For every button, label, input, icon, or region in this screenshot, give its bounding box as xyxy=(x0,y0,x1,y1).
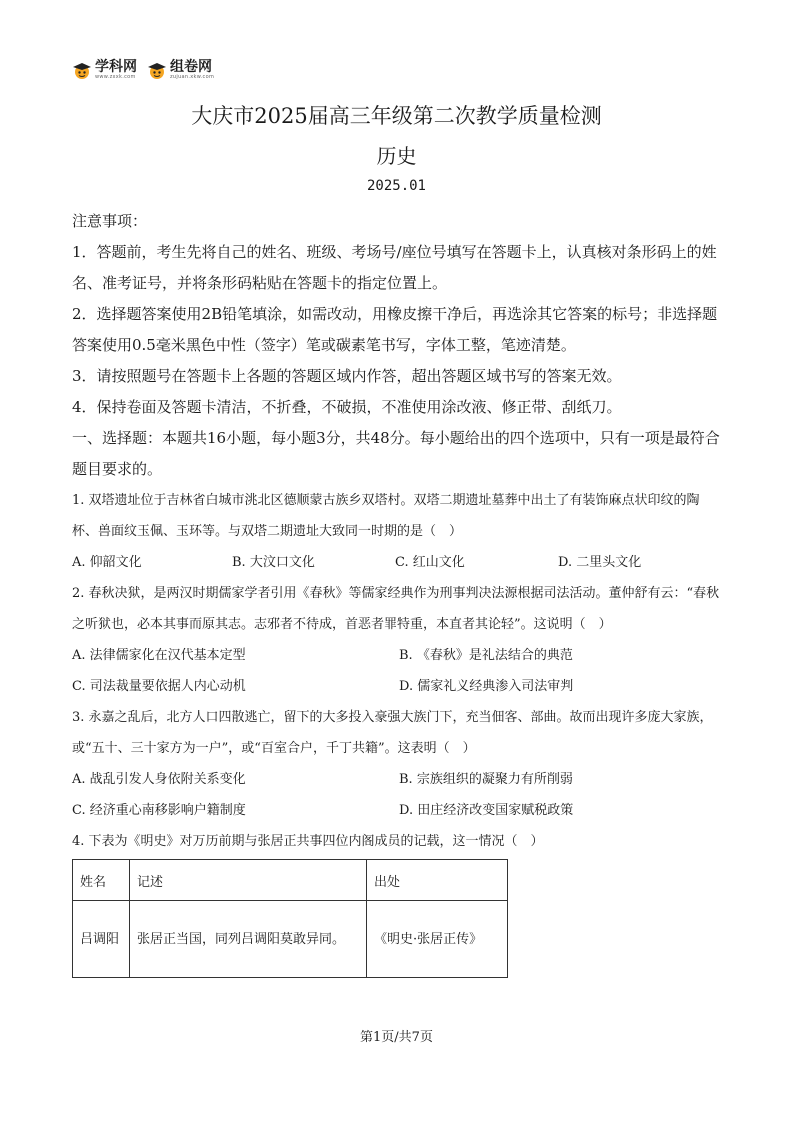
mortarboard-icon xyxy=(147,60,167,80)
table-header-cell: 记述 xyxy=(130,860,367,901)
option: C. 红山文化 xyxy=(395,555,465,570)
option: A. 仰韶文化 xyxy=(72,555,142,570)
note-item: 2．选择题答案使用2B铅笔填涂，如需改动，用橡皮擦干净后，再选涂其它答案的标号；非选择题答案使用0.5毫米黑色中性（签字）笔或碳素笔书写，字体工整，笔迹清楚。 xyxy=(72,305,718,354)
option: B. 《春秋》是礼法结合的典范 xyxy=(399,648,573,663)
note-item: 4．保持卷面及答题卡清洁，不折叠，不破损，不准使用涂改液、修正带、刮纸刀。 xyxy=(72,398,622,416)
table-row xyxy=(73,901,508,978)
exam-title: 大庆市2025届高三年级第二次教学质量检测 xyxy=(191,104,602,128)
logo-url: www.zxxk.com xyxy=(95,74,136,80)
option-list xyxy=(72,764,724,826)
exam-content xyxy=(72,206,724,978)
table-header-row xyxy=(73,860,508,901)
option: C. 司法裁量要依据人内心动机 xyxy=(72,679,246,694)
option-list xyxy=(72,547,724,578)
page-footer: 第1页/共7页 xyxy=(360,1030,433,1045)
logo-xuekewang xyxy=(72,60,137,80)
question-stem: 2. 春秋决狱，是两汉时期儒家学者引用《春秋》等儒家经典作为刑事判决法源根据司法活动。董仲舒有云：“春秋之听狱也，必本其事而原其志。志邪者不待成，首恶者罪特重，本直者其论轻”。这说明（ ） xyxy=(72,586,720,632)
option: B. 宗族组织的凝聚力有所削弱 xyxy=(399,772,573,787)
exam-date: 2025.01 xyxy=(366,178,426,194)
table-header-cell: 出处 xyxy=(367,860,508,901)
table-header-cell: 姓名 xyxy=(73,860,130,901)
option: C. 经济重心南移影响户籍制度 xyxy=(72,803,246,818)
option: D. 二里头文化 xyxy=(558,555,642,570)
subject-title: 历史 xyxy=(376,144,417,168)
mortarboard-icon xyxy=(72,60,92,80)
table-cell: 《明史·张居正传》 xyxy=(367,901,508,978)
question-stem: 4. 下表为《明史》对万历前期与张居正共事四位内阁成员的记载，这一情况（ ） xyxy=(72,834,544,849)
notes-heading: 注意事项： xyxy=(72,212,148,230)
table-cell: 张居正当国，同列吕调阳莫敢异同。 xyxy=(130,901,367,978)
option: B. 大汶口文化 xyxy=(232,555,315,570)
option-list xyxy=(72,640,724,702)
table-cell: 吕调阳 xyxy=(73,901,130,978)
logo-url: zujuan.xkw.com xyxy=(170,74,215,80)
logo-name: 组卷网 xyxy=(170,59,212,75)
logo-zujuanwang xyxy=(147,60,214,80)
data-table xyxy=(72,859,508,978)
logo-name: 学科网 xyxy=(95,59,137,75)
logos xyxy=(72,60,214,80)
section-heading: 一、选择题：本题共16小题，每小题3分，共48分。每小题给出的四个选项中，只有一项是最符合题目要求的。 xyxy=(72,429,720,478)
note-item: 3．请按照题号在答题卡上各题的答题区域内作答，超出答题区域书写的答案无效。 xyxy=(72,367,622,385)
option: A. 战乱引发人身依附关系变化 xyxy=(72,772,246,787)
question-stem: 1. 双塔遗址位于吉林省白城市洮北区德顺蒙古族乡双塔村。双塔二期遗址墓葬中出土了有装饰麻点状印纹的陶杯、兽面纹玉佩、玉环等。与双塔二期遗址大致同一时期的是（ ） xyxy=(72,493,700,539)
option: D. 儒家礼义经典渗入司法审判 xyxy=(399,679,574,694)
option: D. 田庄经济改变国家赋税政策 xyxy=(399,803,574,818)
option: A. 法律儒家化在汉代基本定型 xyxy=(72,648,246,663)
question-stem: 3. 永嘉之乱后，北方人口四散逃亡，留下的大多投入豪强大族门下，充当佃客、部曲。故而出现许多庞大家族，或“五十、三十家方为一户”，或“百室合户，千丁共籍”。这表明（ ） xyxy=(72,710,713,756)
note-item: 1．答题前，考生先将自己的姓名、班级、考场号/座位号填写在答题卡上，认真核对条形码上的姓名、准考证号，并将条形码粘贴在答题卡的指定位置上。 xyxy=(72,243,717,292)
